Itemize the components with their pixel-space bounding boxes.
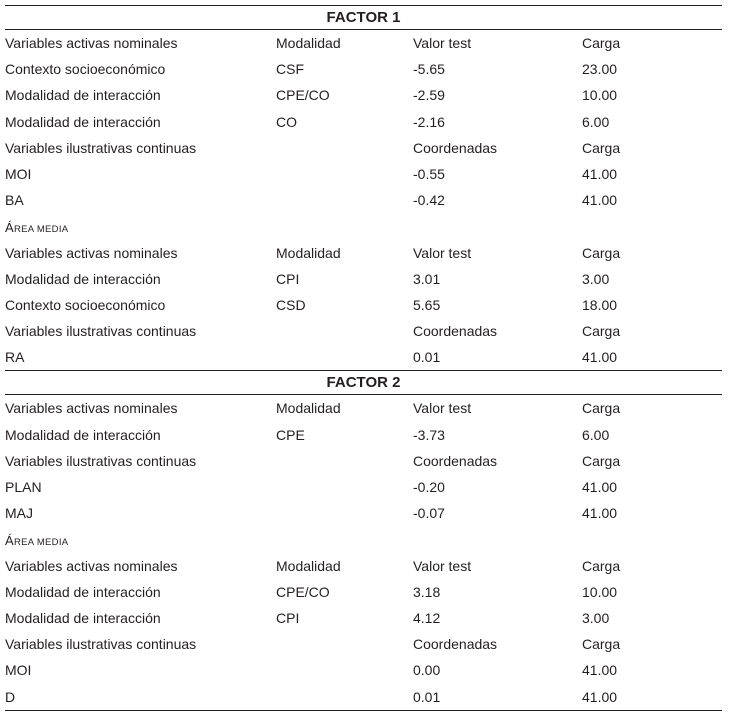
table-cell-4: 18.00 (582, 296, 618, 313)
table-cell-1: BA (5, 192, 24, 209)
column-header-row (5, 318, 722, 344)
table-cell-3: 5.65 (413, 296, 441, 313)
table-cell-3: -2.59 (413, 87, 445, 104)
column-header-row (5, 448, 722, 474)
table-cell-3: -0.20 (413, 479, 445, 495)
table-cell-2: CO (276, 113, 297, 130)
column-header-4: Carga (582, 139, 621, 156)
table-row (5, 292, 722, 318)
table-cell-2: CPE/CO (276, 583, 330, 600)
area-media-subheading (5, 213, 722, 239)
table-cell-1: MOI (5, 165, 32, 182)
table-cell-3: -5.65 (413, 61, 445, 78)
subheading-initial: Á (5, 533, 14, 549)
table-cell-4: 3.00 (582, 609, 610, 626)
column-header-1: Variables activas nominales (5, 400, 178, 417)
table-cell-4: 3.00 (582, 270, 610, 287)
column-header-4: Carga (582, 400, 621, 417)
table-row (5, 109, 722, 135)
table-row (5, 500, 722, 526)
column-header-3: Valor test (413, 244, 472, 261)
table-row (5, 344, 722, 370)
table-cell-3: 0.01 (413, 349, 441, 366)
table-row (5, 187, 722, 213)
table-row (5, 161, 722, 187)
table-cell-4: 41.00 (582, 505, 618, 522)
column-header-row (5, 553, 722, 579)
table-cell-2: CPE (276, 426, 305, 443)
table-cell-1: Contexto socioeconómico (5, 61, 166, 78)
column-header-4: Carga (582, 244, 621, 261)
table-cell-2: CSD (276, 296, 306, 313)
column-header-2: Modalidad (276, 400, 341, 417)
column-header-3: Valor test (413, 557, 472, 574)
table-cell-3: -0.07 (413, 505, 445, 522)
table-row (5, 82, 722, 108)
table-row (5, 684, 722, 710)
column-header-1: Variables activas nominales (5, 35, 178, 51)
table-cell-1: D (5, 688, 16, 705)
table-row (5, 657, 722, 683)
subheading-rest: REA MEDIA (13, 537, 69, 549)
column-header-4: Carga (582, 452, 621, 469)
table-cell-3: 0.00 (413, 662, 441, 679)
column-header-1: Variables ilustrativas continuas (5, 323, 197, 340)
table-cell-4: 41.00 (582, 349, 618, 366)
table-row (5, 579, 722, 605)
column-header-row (5, 240, 722, 266)
table-bottom-rule (5, 710, 722, 711)
column-header-2: Modalidad (276, 35, 341, 51)
column-header-4: Carga (582, 636, 621, 653)
table-cell-4: 41.00 (582, 688, 618, 705)
factor-table (5, 5, 722, 711)
column-header-2: Modalidad (276, 244, 341, 261)
column-header-1: Variables ilustrativas continuas (5, 452, 197, 469)
area-media-subheading (5, 526, 722, 552)
table-cell-4: 23.00 (582, 61, 618, 78)
table-cell-3: 3.18 (413, 583, 441, 600)
table-cell-1: MOI (5, 662, 32, 679)
table-cell-1: Contexto socioeconómico (5, 296, 166, 313)
table-cell-4: 6.00 (582, 426, 610, 443)
table-cell-3: 3.01 (413, 270, 441, 287)
column-header-1: Variables ilustrativas continuas (5, 139, 197, 156)
table-row (5, 422, 722, 448)
column-header-4: Carga (582, 323, 621, 340)
column-header-row (5, 135, 722, 161)
column-header-2: Modalidad (276, 557, 341, 574)
column-header-1: Variables ilustrativas continuas (5, 636, 197, 653)
column-header-row (5, 631, 722, 657)
column-header-row (5, 30, 722, 56)
column-header-4: Carga (582, 557, 621, 574)
column-header-3: Coordenadas (413, 323, 498, 340)
table-cell-3: 0.01 (413, 688, 441, 705)
table-cell-4: 41.00 (582, 192, 618, 209)
table-cell-1: Modalidad de interacción (5, 426, 161, 443)
column-header-3: Coordenadas (413, 139, 498, 156)
column-header-1: Variables activas nominales (5, 244, 178, 261)
table-cell-4: 10.00 (582, 87, 618, 104)
table-cell-2: CPE/CO (276, 87, 330, 104)
table-cell-1: MAJ (5, 505, 33, 522)
column-header-1: Variables activas nominales (5, 557, 178, 574)
table-cell-2: CSF (276, 61, 304, 78)
table-cell-2: CPI (276, 609, 300, 626)
column-header-4: Carga (582, 35, 621, 51)
table-cell-3: 4.12 (413, 609, 441, 626)
table-cell-1: Modalidad de interacción (5, 583, 161, 600)
table-cell-4: 41.00 (582, 662, 618, 679)
subheading-initial: Á (5, 220, 14, 236)
table-cell-1: Modalidad de interacción (5, 87, 161, 104)
factor-title: FACTOR 1 (5, 5, 722, 30)
table-row (5, 56, 722, 82)
table-cell-1: PLAN (5, 479, 42, 495)
table-cell-4: 6.00 (582, 113, 610, 130)
table-cell-3: -0.55 (413, 165, 445, 182)
table-row (5, 266, 722, 292)
table-cell-1: RA (5, 349, 25, 366)
table-cell-2: CPI (276, 270, 300, 287)
table-cell-1: Modalidad de interacción (5, 270, 161, 287)
factor-title: FACTOR 2 (5, 370, 722, 395)
table-cell-4: 10.00 (582, 583, 618, 600)
column-header-3: Coordenadas (413, 636, 498, 653)
table-cell-3: -0.42 (413, 192, 445, 209)
table-cell-3: -3.73 (413, 426, 445, 443)
column-header-3: Valor test (413, 400, 472, 417)
table-row (5, 605, 722, 631)
table-cell-4: 41.00 (582, 165, 618, 182)
table-cell-1: Modalidad de interacción (5, 113, 161, 130)
column-header-row (5, 395, 722, 421)
subheading-rest: REA MEDIA (13, 224, 69, 236)
column-header-3: Coordenadas (413, 452, 498, 469)
table-cell-3: -2.16 (413, 113, 445, 130)
table-cell-1: Modalidad de interacción (5, 609, 161, 626)
table-row (5, 474, 722, 500)
column-header-3: Valor test (413, 35, 472, 51)
table-cell-4: 41.00 (582, 479, 618, 495)
